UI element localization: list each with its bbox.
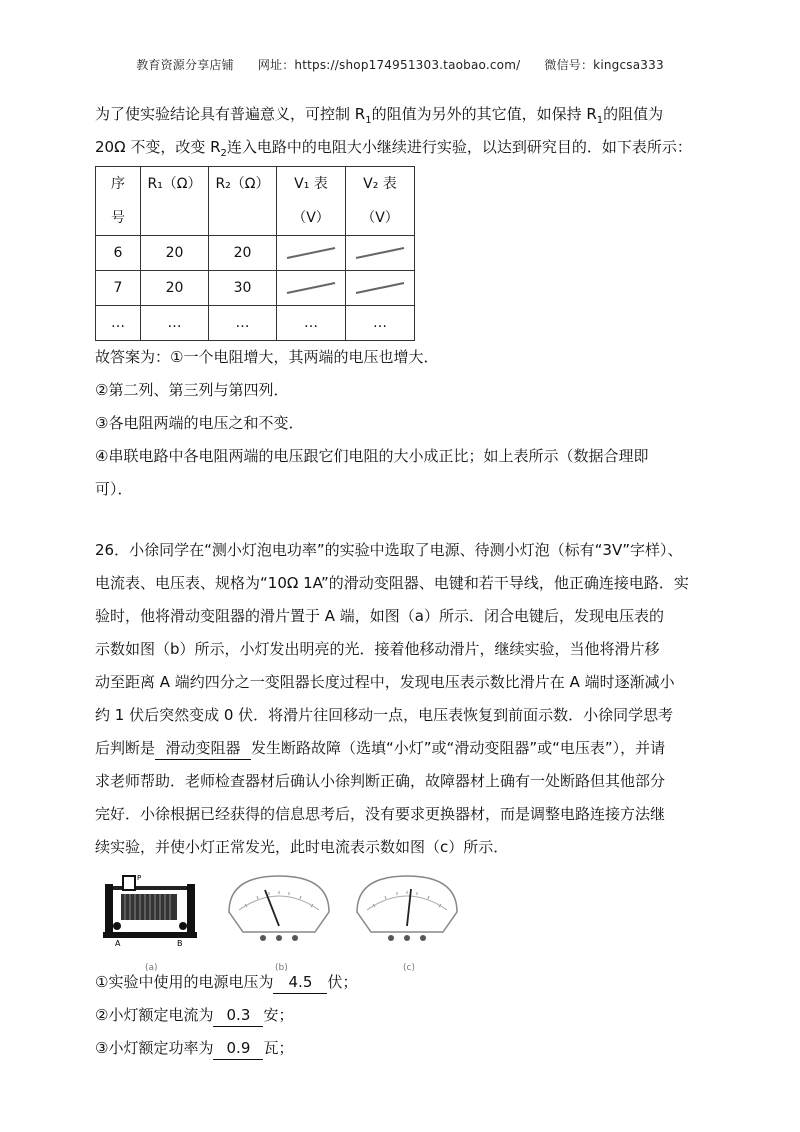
subquestion-3: ③小灯额定功率为 0.9 瓦； <box>95 1032 715 1065</box>
figure-b-label: (b) <box>275 963 288 973</box>
answer-line-4: ④串联电路中各电阻两端的电压跟它们电阻的大小成正比；如上表所示（数据合理即 <box>95 447 649 465</box>
answer-blank: 4.5 <box>273 971 327 994</box>
strike-line-icon <box>283 243 339 263</box>
subquestion-1: ①实验中使用的电源电压为 4.5 伏； <box>95 966 715 999</box>
question-26-line: 完好．小徐根据已经获得的信息思考后，没有要求更换器材，而是调整电路连接方法继 <box>95 805 666 823</box>
question-26-line: 续实验，并使小灯正常发光，此时电流表示数如图（c）所示． <box>95 838 509 856</box>
answer-blank: 0.3 <box>213 1004 263 1027</box>
table-cell: 20 <box>209 236 277 271</box>
question-26-line: 电流表、电压表、规格为“10Ω 1A”的滑动变阻器、电键和若干导线，他正确连接电路．实 <box>95 574 689 592</box>
table-cell: 7 <box>96 271 141 306</box>
table-cell: 20 <box>141 271 209 306</box>
question-26-line: 示数如图（b）所示，小灯发出明亮的光．接着他移动滑片，继续实验，当他将滑片移 <box>95 640 660 658</box>
table-cell: … <box>209 306 277 341</box>
table-header-row <box>96 167 415 236</box>
table-cell: 30 <box>209 271 277 306</box>
figure-a-label: (a) <box>145 963 158 973</box>
table-header-cell: R₂（Ω） <box>209 167 277 236</box>
table-cell: 20 <box>141 236 209 271</box>
strike-line-icon <box>352 278 408 298</box>
answer-line-2: ②第二列、第三列与第四列． <box>95 381 289 399</box>
strike-line-icon <box>352 243 408 263</box>
shop-url[interactable]: 网址：https://shop174951303.taobao.com/ <box>257 58 521 72</box>
table-header-cell: V₂ 表 （V） <box>346 167 415 236</box>
experiment-table <box>95 166 415 341</box>
strike-line-icon <box>283 278 339 298</box>
table-header-cell: R₁（Ω） <box>141 167 209 236</box>
table-cell: … <box>277 306 346 341</box>
intro-line-1: 为了使实验结论具有普遍意义，可控制 $R_1$的阻值为另外的其它值，如保持 $R_1$的阻值为 <box>95 105 664 126</box>
question-26-line: 动至距离 A 端约四分之一变阻器长度过程中，发现电压表示数比滑片在 A 端时逐渐减小 <box>95 673 675 691</box>
subquestion-2: ②小灯额定电流为 0.3 安； <box>95 999 715 1032</box>
table-cell: … <box>346 306 415 341</box>
question-26-line: 26．小徐同学在“测小灯泡电功率”的实验中选取了电源、待测小灯泡（标有“3V”字样）、 <box>95 541 683 559</box>
answer-blank: 滑动变阻器 <box>155 737 251 760</box>
svg-text:P: P <box>137 874 142 882</box>
answer-line-5: 可）． <box>95 480 133 498</box>
svg-text:A: A <box>115 939 121 948</box>
shop-name: 教育资源分享店铺 <box>136 58 234 72</box>
question-26-line: 验时，他将滑动变阻器的滑片置于 A 端，如图（a）所示．闭合电键后，发现电压表的 <box>95 607 664 625</box>
answer-line-1: 故答案为：①一个电阻增大，其两端的电压也增大． <box>95 348 439 366</box>
svg-text:B: B <box>177 939 183 948</box>
table-cell: … <box>141 306 209 341</box>
question-26-line: 后判断是 滑动变阻器 发生断路故障（选填“小灯”或“滑动变阻器”或“电压表”），并请 <box>95 732 715 765</box>
question-26-line: 求老师帮助．老师检查器材后确认小徐判断正确，故障器材上确有一处断路但其他部分 <box>95 772 666 790</box>
answer-line-3: ③各电阻两端的电压之和不变． <box>95 414 304 432</box>
intro-line-2: 20Ω 不变，改变 $R_2$连入电路中的电阻大小继续进行实验，以达到研究目的．如下表所示： <box>95 138 692 159</box>
wechat-id: 微信号：kingcsa333 <box>544 58 664 72</box>
table-cell-struck <box>277 271 346 306</box>
table-header-cell: 序 号 <box>96 167 141 236</box>
table-cell-struck <box>346 271 415 306</box>
table-cell-struck <box>277 236 346 271</box>
ammeter-figure <box>351 870 463 948</box>
rheostat-figure <box>103 870 203 948</box>
answer-blank: 0.9 <box>213 1037 263 1060</box>
table-row <box>96 306 415 341</box>
page-header <box>0 56 800 73</box>
table-header-cell: V₁ 表 （V） <box>277 167 346 236</box>
document-body <box>95 98 715 1065</box>
question-26-line: 约 1 伏后突然变成 0 伏．将滑片往回移动一点，电压表恢复到前面示数．小徐同学思考 <box>95 706 674 724</box>
table-cell: … <box>96 306 141 341</box>
table-cell-struck <box>346 236 415 271</box>
table-row <box>96 271 415 306</box>
table-cell: 6 <box>96 236 141 271</box>
table-row <box>96 236 415 271</box>
voltmeter-figure <box>223 870 335 948</box>
figure-c-label: (c) <box>403 963 415 973</box>
figure-row <box>95 870 715 973</box>
